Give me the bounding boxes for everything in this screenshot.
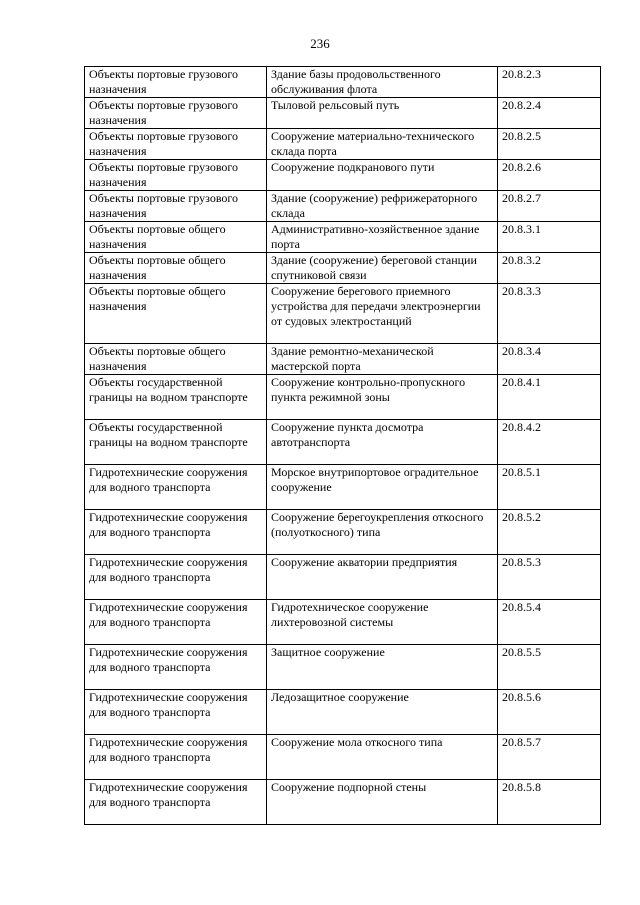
object-description-cell: Сооружение контрольно-пропускного пункта режимной зоны — [267, 375, 498, 420]
object-code-cell: 20.8.2.7 — [498, 191, 601, 222]
object-code-cell: 20.8.2.3 — [498, 67, 601, 98]
object-code-cell: 20.8.5.5 — [498, 645, 601, 690]
object-description-cell: Гидротехническое сооружение лихтеровозной системы — [267, 600, 498, 645]
object-code-cell: 20.8.3.2 — [498, 253, 601, 284]
table-row — [85, 780, 601, 825]
object-code-cell: 20.8.4.2 — [498, 420, 601, 465]
object-code-cell: 20.8.2.6 — [498, 160, 601, 191]
table-row — [85, 222, 601, 253]
object-type-cell: Объекты портовые общего назначения — [85, 253, 267, 284]
object-code-cell: 20.8.3.1 — [498, 222, 601, 253]
object-type-cell: Объекты портовые грузового назначения — [85, 129, 267, 160]
object-type-cell: Объекты портовые общего назначения — [85, 284, 267, 344]
object-code-cell: 20.8.5.2 — [498, 510, 601, 555]
object-type-cell: Объекты портовые грузового назначения — [85, 98, 267, 129]
object-description-cell: Сооружение пункта досмотра автотранспорта — [267, 420, 498, 465]
object-description-cell: Сооружение мола откосного типа — [267, 735, 498, 780]
object-type-cell: Гидротехнические сооружения для водного транспорта — [85, 690, 267, 735]
object-code-cell: 20.8.5.4 — [498, 600, 601, 645]
table-row — [85, 160, 601, 191]
object-code-cell: 20.8.5.7 — [498, 735, 601, 780]
object-description-cell: Защитное сооружение — [267, 645, 498, 690]
object-type-cell: Объекты государственной границы на водном транспорте — [85, 420, 267, 465]
table-row — [85, 253, 601, 284]
object-code-cell: 20.8.2.5 — [498, 129, 601, 160]
object-description-cell: Здание базы продовольственного обслуживания флота — [267, 67, 498, 98]
table-row — [85, 735, 601, 780]
table-row — [85, 191, 601, 222]
table-row — [85, 129, 601, 160]
object-type-cell: Объекты портовые грузового назначения — [85, 67, 267, 98]
object-code-cell: 20.8.2.4 — [498, 98, 601, 129]
object-description-cell: Тыловой рельсовый путь — [267, 98, 498, 129]
table-row — [85, 645, 601, 690]
object-code-cell: 20.8.5.1 — [498, 465, 601, 510]
object-type-cell: Гидротехнические сооружения для водного транспорта — [85, 735, 267, 780]
table-row — [85, 98, 601, 129]
table-row — [85, 420, 601, 465]
object-code-cell: 20.8.3.4 — [498, 344, 601, 375]
object-type-cell: Объекты портовые грузового назначения — [85, 191, 267, 222]
table-row — [85, 510, 601, 555]
object-type-cell: Объекты портовые грузового назначения — [85, 160, 267, 191]
object-type-cell: Гидротехнические сооружения для водного транспорта — [85, 645, 267, 690]
table-body — [85, 67, 601, 825]
object-type-cell: Объекты государственной границы на водном транспорте — [85, 375, 267, 420]
object-type-cell: Объекты портовые общего назначения — [85, 222, 267, 253]
object-description-cell: Здание ремонтно-механической мастерской порта — [267, 344, 498, 375]
table-row — [85, 284, 601, 344]
object-code-cell: 20.8.4.1 — [498, 375, 601, 420]
object-type-cell: Гидротехнические сооружения для водного транспорта — [85, 555, 267, 600]
object-description-cell: Сооружение берегоукрепления откосного (полуоткосного) типа — [267, 510, 498, 555]
table-row — [85, 344, 601, 375]
object-code-cell: 20.8.5.6 — [498, 690, 601, 735]
object-type-cell: Объекты портовые общего назначения — [85, 344, 267, 375]
table-row — [85, 555, 601, 600]
table-row — [85, 67, 601, 98]
object-description-cell: Административно-хозяйственное здание порта — [267, 222, 498, 253]
object-description-cell: Сооружение подкранового пути — [267, 160, 498, 191]
object-code-cell: 20.8.5.3 — [498, 555, 601, 600]
table-row — [85, 465, 601, 510]
object-description-cell: Сооружение подпорной стены — [267, 780, 498, 825]
object-code-cell: 20.8.3.3 — [498, 284, 601, 344]
object-type-cell: Гидротехнические сооружения для водного транспорта — [85, 780, 267, 825]
object-description-cell: Сооружение берегового приемного устройства для передачи электроэнергии от судовых электростанций — [267, 284, 498, 344]
object-type-cell: Гидротехнические сооружения для водного транспорта — [85, 465, 267, 510]
object-type-cell: Гидротехнические сооружения для водного транспорта — [85, 600, 267, 645]
object-description-cell: Ледозащитное сооружение — [267, 690, 498, 735]
table-row — [85, 375, 601, 420]
object-description-cell: Сооружение акватории предприятия — [267, 555, 498, 600]
object-code-cell: 20.8.5.8 — [498, 780, 601, 825]
classification-table — [84, 66, 601, 825]
table-row — [85, 600, 601, 645]
object-description-cell: Морское внутрипортовое оградительное сооружение — [267, 465, 498, 510]
page-number: 236 — [310, 36, 330, 51]
object-description-cell: Здание (сооружение) береговой станции спутниковой связи — [267, 253, 498, 284]
object-description-cell: Сооружение материально-технического склада порта — [267, 129, 498, 160]
object-type-cell: Гидротехнические сооружения для водного транспорта — [85, 510, 267, 555]
table-row — [85, 690, 601, 735]
object-description-cell: Здание (сооружение) рефрижераторного склада — [267, 191, 498, 222]
